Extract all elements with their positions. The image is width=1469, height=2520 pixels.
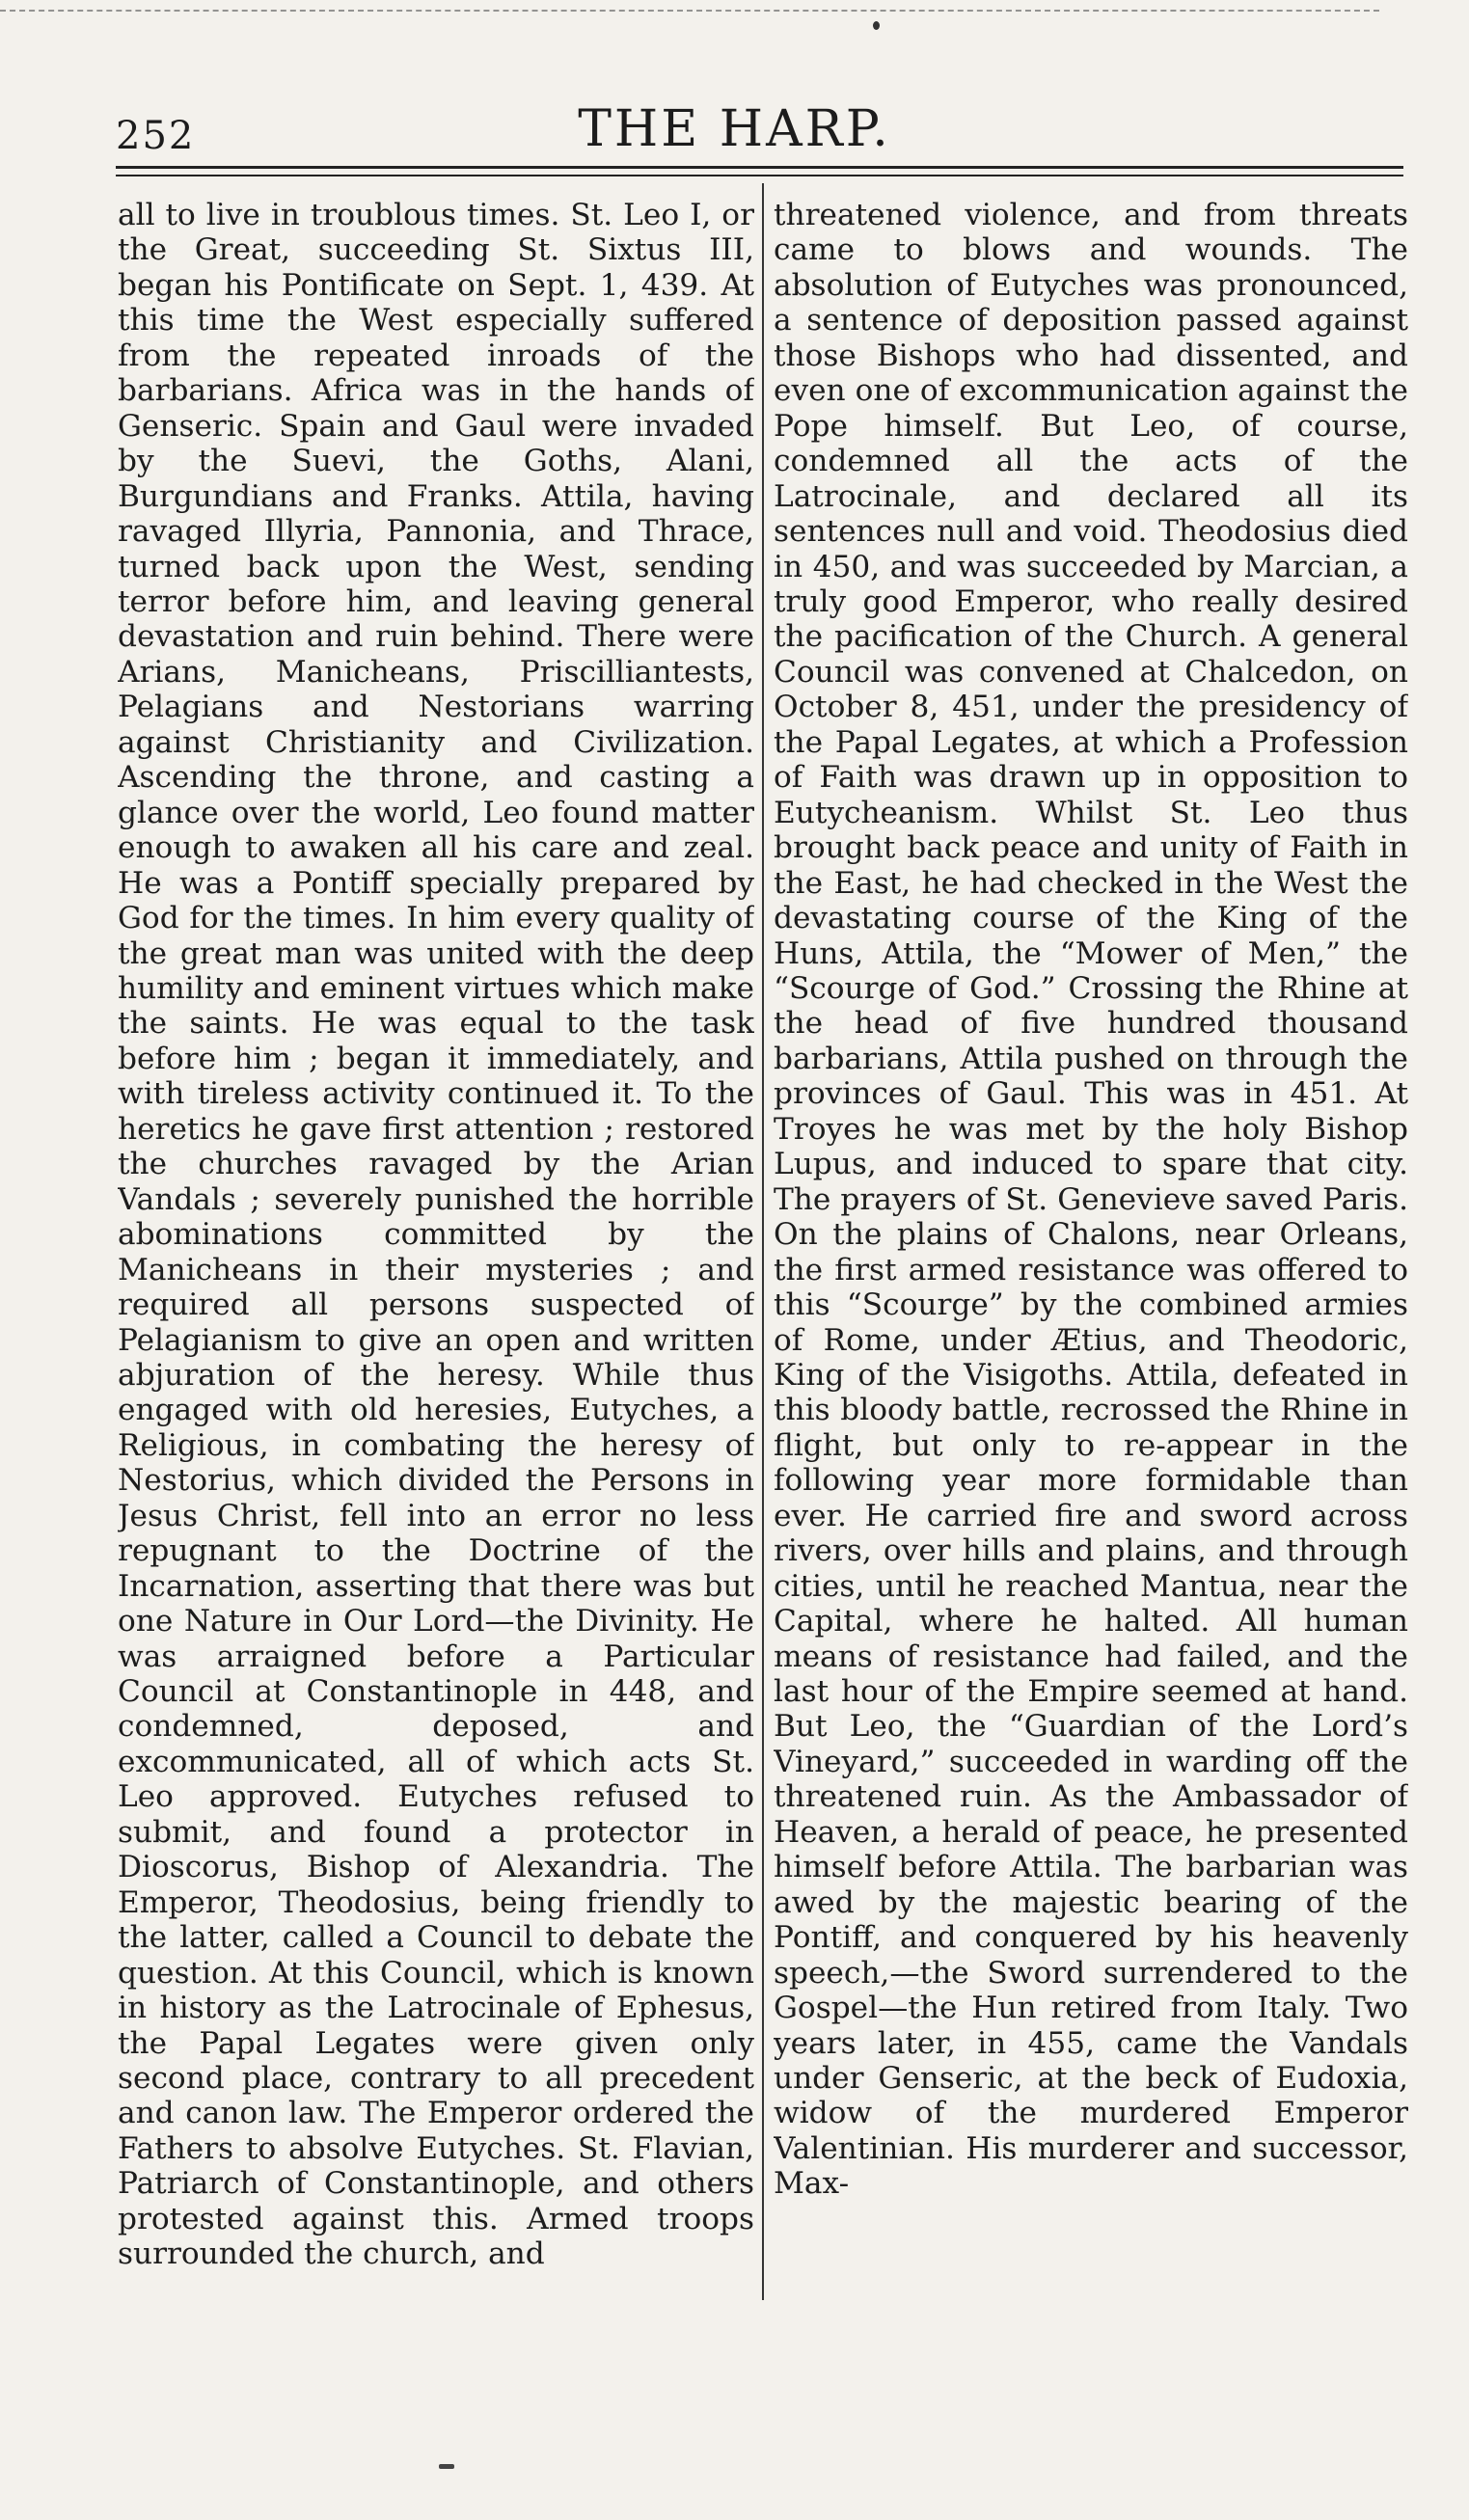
- left-column: [118, 198, 754, 2310]
- right-column-text: threatened violence, and from threats came to blows and wounds. The absolution of Eutyches was pronounced, a sentence of deposition passed against those Bishops who had dissented, and even one of excommunication against the Pope himself. But Leo, of course, condemned all the acts of the Latrocinale, and declared all its sentences null and void. Theodosius died in 450, and was succeeded by Marcian, a truly good Emperor, who really desired the pacification of the Church. A general Council was convened at Chalcedon, on October 8, 451, under the presidency of the Papal Legates, at which a Profession of Faith was drawn up in opposition to Eutycheanism. Whilst St. Leo thus brought back peace and unity of Faith in the East, he had checked in the West the devastating course of the King of the Huns, Attila, the “Mower of Men,” the “Scourge of God.” Crossing the Rhine at the head of five hundred thousand barbarians, Attila pushed on through the provinces of Gaul. This was in 451. At Troyes he was met by the holy Bishop Lupus, and induced to spare that city. The prayers of St. Genevieve saved Paris. On the plains of Chalons, near Orleans, the first armed resistance was offered to this “Scourge” by the combined armies of Rome, under Ætius, and Theodoric, King of the Visigoths. Attila, defeated in this bloody battle, recrossed the Rhine in flight, but only to re-appear in the following year more formidable than ever. He carried fire and sword across rivers, over hills and plains, and through cities, until he reached Mantua, near the Capital, where he halted. All human means of resistance had failed, and the last hour of the Empire seemed at hand. But Leo, the “Guardian of the Lord’s Vineyard,” succeeded in warding off the threatened ruin. As the Ambassador of Heaven, a herald of peace, he presented himself before Attila. The barbarian was awed by the majestic bearing of the Pontiff, and conquered by his heavenly speech,—the Sword surrendered to the Gospel—the Hun retired from Italy. Two years later, in 455, came the Vandals under Genseric, at the beck of Eudoxia, widow of the murdered Emperor Valentinian. His murderer and successor, Max-: [774, 198, 1408, 2202]
- ink-speck: [873, 21, 880, 30]
- top-edge-rule: [0, 10, 1379, 12]
- page-number: 252: [116, 114, 196, 158]
- left-column-text: all to live in troublous times. St. Leo I, or the Great, succeeding St. Sixtus III, began his Pontificate on Sept. 1, 439. At this time the West especially suffered from the repeated inroads of the barbarians. Africa was in the hands of Genseric. Spain and Gaul were invaded by the Suevi, the Goths, Alani, Burgundians and Franks. Attila, having ravaged Illyria, Pannonia, and Thrace, turned back upon the West, sending terror before him, and leaving general devastation and ruin behind. There were Arians, Manicheans, Priscilliantests, Pelagians and Nestorians warring against Christianity and Civilization. Ascending the throne, and casting a glance over the world, Leo found matter enough to awaken all his care and zeal. He was a Pontiff specially prepared by God for the times. In him every quality of the great man was united with the deep humility and eminent virtues which make the saints. He was equal to the task before him ; began it immediately, and with tireless activity continued it. To the heretics he gave first attention ; restored the churches ravaged by the Arian Vandals ; severely punished the horrible abominations committed by the Manicheans in their mysteries ; and required all persons suspected of Pelagianism to give an open and written abjuration of the heresy. While thus engaged with old heresies, Eutyches, a Religious, in combating the heresy of Nestorius, which divided the Persons in Jesus Christ, fell into an error no less repugnant to the Doctrine of the Incarnation, asserting that there was but one Nature in Our Lord—the Divinity. He was arraigned before a Particular Council at Constantinople in 448, and condemned, deposed, and excommunicated, all of which acts St. Leo approved. Eutyches refused to submit, and found a protector in Dioscorus, Bishop of Alexandria. The Emperor, Theodosius, being friendly to the latter, called a Council to debate the question. At this Council, which is known in history as the Latrocinale of Ephesus, the Papal Legates were given only second place, contrary to all precedent and canon law. The Emperor ordered the Fathers to absolve Eutyches. St. Flavian, Patriarch of Constantinople, and others protested against this. Armed troops surrounded the church, and: [118, 198, 754, 2272]
- running-head-title: THE HARP.: [578, 100, 891, 158]
- column-divider: [762, 183, 764, 2300]
- header-rule-secondary: [116, 175, 1403, 176]
- right-column: [774, 198, 1408, 2310]
- header-rule: [116, 166, 1403, 169]
- ink-mark: [439, 2464, 454, 2469]
